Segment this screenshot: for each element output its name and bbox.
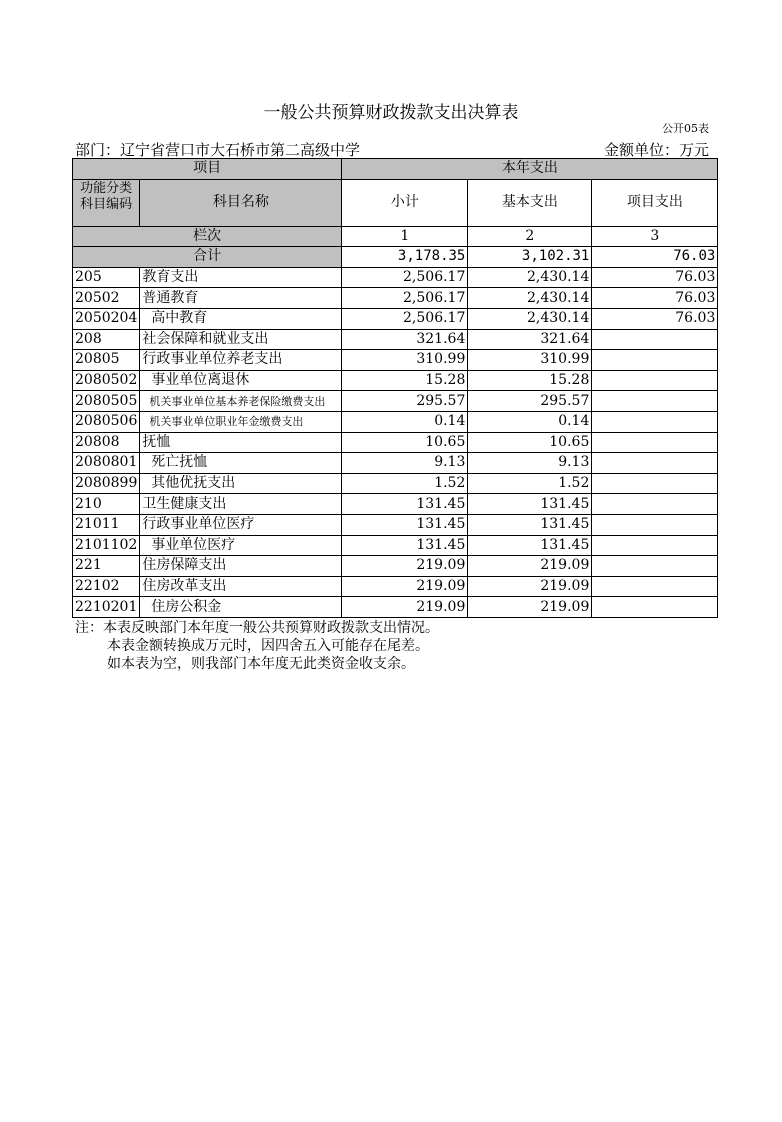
row-project (592, 494, 718, 515)
total-label: 合计 (73, 247, 342, 268)
header-basic: 基本支出 (468, 179, 592, 226)
row-project (592, 473, 718, 494)
row-name: 卫生健康支出 (140, 494, 342, 515)
table-row (73, 556, 718, 577)
table-row (73, 350, 718, 371)
row-basic: 131.45 (468, 514, 592, 535)
row-project (592, 411, 718, 432)
row-subtotal: 9.13 (342, 453, 468, 474)
table-row (73, 308, 718, 329)
row-subtotal: 295.57 (342, 391, 468, 412)
col-number-1: 1 (342, 226, 468, 247)
row-subtotal: 131.45 (342, 494, 468, 515)
table-row (73, 411, 718, 432)
row-code: 2080502 (73, 370, 140, 391)
row-basic: 321.64 (468, 329, 592, 350)
unit-label: 金额单位：万元 (603, 141, 709, 159)
row-name: 机关事业单位基本养老保险缴费支出 (140, 391, 342, 412)
total-project: 76.03 (592, 247, 718, 268)
row-project (592, 370, 718, 391)
row-subtotal: 2,506.17 (342, 308, 468, 329)
table-row (73, 288, 718, 309)
row-basic: 10.65 (468, 432, 592, 453)
row-project (592, 597, 718, 618)
row-name: 行政事业单位医疗 (140, 514, 342, 535)
row-basic: 15.28 (468, 370, 592, 391)
page-title: 一般公共预算财政拨款支出决算表 (263, 103, 519, 123)
row-code: 205 (73, 267, 140, 288)
row-project (592, 576, 718, 597)
row-subtotal: 131.45 (342, 514, 468, 535)
row-name: 机关事业单位职业年金缴费支出 (140, 411, 342, 432)
row-code: 20502 (73, 288, 140, 309)
row-subtotal: 1.52 (342, 473, 468, 494)
notes (75, 619, 439, 673)
header-item: 项目 (73, 159, 342, 180)
row-subtotal: 219.09 (342, 597, 468, 618)
table-row (73, 391, 718, 412)
row-code: 2101102 (73, 535, 140, 556)
header-row-1 (73, 159, 718, 180)
row-subtotal: 310.99 (342, 350, 468, 371)
row-name: 住房保障支出 (140, 556, 342, 577)
row-subtotal: 219.09 (342, 576, 468, 597)
row-project (592, 350, 718, 371)
row-label: 栏次 (73, 226, 342, 247)
row-code: 2080505 (73, 391, 140, 412)
row-subtotal: 2,506.17 (342, 267, 468, 288)
table-row (73, 267, 718, 288)
row-code: 2080506 (73, 411, 140, 432)
table-row (73, 329, 718, 350)
table-row (73, 597, 718, 618)
expense-table (72, 158, 718, 618)
row-basic: 1.52 (468, 473, 592, 494)
table-row (73, 453, 718, 474)
row-basic: 310.99 (468, 350, 592, 371)
header-row-2 (73, 179, 718, 226)
row-name: 事业单位离退休 (140, 370, 342, 391)
table-row (73, 370, 718, 391)
note-line: 本表金额转换成万元时，因四舍五入可能存在尾差。 (107, 638, 429, 654)
row-subtotal: 219.09 (342, 556, 468, 577)
row-code: 20808 (73, 432, 140, 453)
row-basic: 2,430.14 (468, 288, 592, 309)
row-name: 住房改革支出 (140, 576, 342, 597)
note-line: 如本表为空，则我部门本年度无此类资金收支余。 (107, 656, 415, 672)
row-project: 76.03 (592, 267, 718, 288)
row-basic: 219.09 (468, 556, 592, 577)
row-project (592, 329, 718, 350)
note-line: 注：本表反映部门本年度一般公共预算财政拨款支出情况。 (75, 620, 439, 636)
row-code: 22102 (73, 576, 140, 597)
row-project: 76.03 (592, 288, 718, 309)
total-basic: 3,102.31 (468, 247, 592, 268)
row-basic: 0.14 (468, 411, 592, 432)
row-basic: 2,430.14 (468, 308, 592, 329)
total-subtotal: 3,178.35 (342, 247, 468, 268)
row-basic: 131.45 (468, 494, 592, 515)
row-subtotal: 10.65 (342, 432, 468, 453)
header-project: 项目支出 (592, 179, 718, 226)
header-year-expense: 本年支出 (342, 159, 718, 180)
row-code: 210 (73, 494, 140, 515)
column-number-row (73, 226, 718, 247)
header-code: 功能分类科目编码 (73, 179, 140, 226)
row-name: 事业单位医疗 (140, 535, 342, 556)
col-number-3: 3 (592, 226, 718, 247)
row-code: 21011 (73, 514, 140, 535)
col-number-2: 2 (468, 226, 592, 247)
table-row (73, 473, 718, 494)
table-row (73, 432, 718, 453)
row-name: 教育支出 (140, 267, 342, 288)
row-basic: 295.57 (468, 391, 592, 412)
table-row (73, 514, 718, 535)
row-project (592, 453, 718, 474)
row-code: 208 (73, 329, 140, 350)
row-basic: 9.13 (468, 453, 592, 474)
row-code: 2080801 (73, 453, 140, 474)
table-row (73, 535, 718, 556)
row-basic: 131.45 (468, 535, 592, 556)
row-name: 住房公积金 (140, 597, 342, 618)
row-code: 20805 (73, 350, 140, 371)
form-number: 公开05表 (662, 122, 709, 135)
row-project (592, 556, 718, 577)
row-basic: 219.09 (468, 597, 592, 618)
row-name: 行政事业单位养老支出 (140, 350, 342, 371)
row-name: 死亡抚恤 (140, 453, 342, 474)
row-project (592, 514, 718, 535)
total-row (73, 247, 718, 268)
table-row (73, 576, 718, 597)
department-label: 部门：辽宁省营口市大石桥市第二高级中学 (75, 141, 361, 159)
header-name: 科目名称 (140, 179, 342, 226)
row-subtotal: 321.64 (342, 329, 468, 350)
row-project: 76.03 (592, 308, 718, 329)
row-code: 2210201 (73, 597, 140, 618)
row-basic: 2,430.14 (468, 267, 592, 288)
row-subtotal: 131.45 (342, 535, 468, 556)
table-row (73, 494, 718, 515)
row-code: 2050204 (73, 308, 140, 329)
row-name: 其他优抚支出 (140, 473, 342, 494)
row-project (592, 535, 718, 556)
row-name: 抚恤 (140, 432, 342, 453)
row-subtotal: 15.28 (342, 370, 468, 391)
row-name: 社会保障和就业支出 (140, 329, 342, 350)
row-subtotal: 2,506.17 (342, 288, 468, 309)
row-subtotal: 0.14 (342, 411, 468, 432)
row-project (592, 391, 718, 412)
header-subtotal: 小计 (342, 179, 468, 226)
row-basic: 219.09 (468, 576, 592, 597)
row-project (592, 432, 718, 453)
row-name: 普通教育 (140, 288, 342, 309)
row-code: 2080899 (73, 473, 140, 494)
row-code: 221 (73, 556, 140, 577)
row-name: 高中教育 (140, 308, 342, 329)
